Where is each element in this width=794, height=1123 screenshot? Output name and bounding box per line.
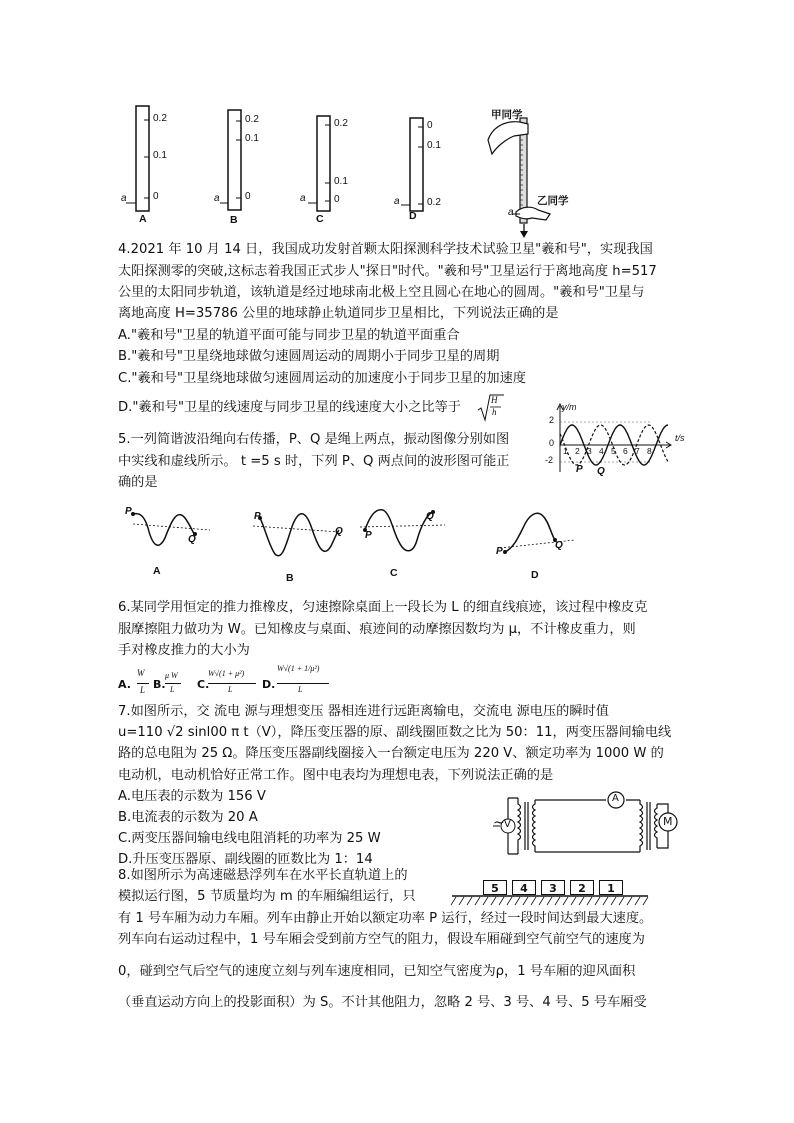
q6-d-bar (277, 683, 329, 684)
wave-a (133, 514, 195, 546)
q5-line2: 中实线和虚线所示。 t =5 s 时，下列 P、Q 两点间的波形图可能正 (118, 454, 510, 469)
q6-c-prefix: C. (197, 678, 210, 691)
ruler-b (228, 110, 241, 210)
q6-line3: 手对橡皮推力的大小为 (118, 643, 250, 658)
train-car: 3 (541, 880, 565, 895)
wave-a-p: P (125, 506, 132, 517)
train-car: 1 (599, 880, 623, 895)
q7-option-a: A.电压表的示数为 156 V (118, 789, 266, 804)
ruler-a-tick-1: 0.2 (153, 113, 167, 124)
q4-line4: 离地高度 H=35786 公里的地球静止轨道同步卫星相比，下列说法正确的是 (118, 306, 559, 321)
q4-option-c: C."羲和号"卫星绕地球做匀速圆周运动的加速度小于同步卫星的加速度 (118, 371, 526, 386)
ruler-a (136, 106, 149, 211)
label-a-falling: a (508, 207, 514, 218)
q6-b-den: L (170, 685, 175, 694)
q7-line4: 电动机，电动机恰好正常工作。图中电表均为理想电表，下列说法正确的是 (118, 768, 554, 783)
graph-xlabel: t/s (675, 433, 685, 443)
vibration-graph-svg (540, 400, 680, 480)
ruler-b-tick-3: 0 (245, 191, 251, 202)
q4-line1: 4.2021 年 10 月 14 日，我国成功发射首颗太阳探测科学技术试验卫星"羲和号"，实现我国 (118, 242, 653, 257)
motor-label: M (663, 815, 673, 828)
ruler-a-tick-2: 0.1 (153, 150, 167, 161)
voltmeter-label: V (504, 819, 511, 830)
ruler-d-tick-3: 0.2 (427, 197, 441, 208)
sqrt-den: h (492, 407, 497, 417)
q8-line6: （垂直运动方向上的投影面积）为 S。不计其他阻力，忽略 2 号、3 号、4 号、5 号车厢受 (118, 995, 647, 1010)
q8-line4: 列车向右运动过程中，1 号车厢会受到前方空气的阻力，假设车厢碰到空气前空气的速度为 (118, 932, 645, 947)
ac-source-icon: ~ (493, 815, 505, 831)
ruler-b-tick-1: 0.2 (245, 114, 259, 125)
q6-a-prefix: A. (118, 678, 131, 691)
wave-c (365, 510, 433, 551)
ruler-c-a: a (300, 193, 306, 204)
q6-c-den: L (228, 685, 233, 694)
wave-c-q: Q (426, 511, 434, 522)
train-car: 4 (512, 880, 536, 895)
q6-d-den: L (298, 685, 303, 694)
ruler-c-caption: C (316, 213, 324, 225)
ruler-a-caption: A (139, 213, 147, 225)
wave-a-q: Q (188, 534, 196, 545)
graph-x-tick: 7 (635, 446, 640, 456)
q7-circuit-svg (488, 790, 688, 862)
graph-x-tick: 3 (587, 446, 592, 456)
down-arrow-icon (520, 231, 528, 238)
graph-x-tick: 5 (611, 446, 616, 456)
q4-option-d: D."羲和号"卫星的线速度与同步卫星的线速度大小之比等于 (118, 400, 461, 415)
q6-b-bar (165, 683, 181, 684)
ammeter-label: A (612, 793, 619, 804)
wave-d-label: D (531, 569, 539, 581)
q7-line3: 路的总电阻为 25 Ω。降压变压器副线圈接入一台额定电压为 220 V、额定功率为 1000 W 的 (118, 746, 664, 761)
q8-line1: 8.如图所示为高速磁悬浮列车在水平长直轨道上的 (118, 868, 408, 883)
q6-a-den: L (140, 685, 146, 695)
graph-x-tick: 6 (623, 446, 628, 456)
graph-q: Q (597, 466, 605, 477)
graph-x-tick: 1 (563, 446, 568, 456)
q4-line2: 太阳探测零的突破,这标志着我国正式步人"探日"时代。"羲和号"卫星运行于离地高度 h=517 (118, 264, 657, 279)
q7-option-d: D.升压变压器原、副线圈的匝数比为 1：14 (118, 852, 373, 867)
graph-y-zero: 0 (549, 438, 555, 448)
wave-d-p: P (496, 546, 503, 557)
q8-line3: 有 1 号车厢为动力车厢。列车由静止开始以额定功率 P 运行，经过一段时间达到最大速度。 (118, 911, 653, 926)
q6-c-bar (208, 683, 256, 684)
wave-c-p: P (365, 530, 372, 541)
wave-b-q: Q (335, 526, 343, 537)
graph-x-tick: 8 (647, 446, 652, 456)
q6-d-prefix: D. (262, 678, 276, 691)
graph-ylabel: y/m (562, 402, 577, 412)
q6-line2: 服摩擦阻力做功为 W。已知橡皮与桌面、痕迹间的动摩擦因数均为 μ，不计橡皮重力，则 (118, 622, 636, 637)
ruler-b-a: a (214, 193, 220, 204)
ruler-b-caption: B (230, 214, 238, 226)
q6-a-num: W (137, 668, 145, 678)
ruler-c-tick-1: 0.2 (334, 118, 348, 129)
q5-line3: 确的是 (118, 475, 158, 490)
graph-y-pos: 2 (549, 415, 555, 425)
wave-c-label: C (390, 567, 398, 579)
ruler-c (317, 116, 330, 211)
q7-line1: 7.如图所示，交 流电 源与理想变压 器相连进行远距离输电，交流电 源电压的瞬时值 (118, 704, 609, 719)
sqrt-num: H (491, 395, 498, 405)
wave-d (505, 513, 555, 552)
label-jia: 甲同学 (491, 109, 523, 121)
wave-b-label: B (286, 572, 294, 584)
q7-option-b: B.电流表的示数为 20 A (118, 810, 258, 825)
hand-yi-icon (516, 207, 550, 220)
ruler-d (410, 118, 423, 211)
graph-p: P (576, 464, 583, 475)
wave-a-label: A (153, 565, 161, 577)
train-car: 5 (483, 880, 507, 895)
ruler-d-a: a (394, 196, 400, 207)
label-yi: 乙同学 (537, 195, 569, 207)
ruler-a-tick-3: 0 (153, 191, 159, 202)
q7-option-c: C.两变压器间输电线电阻消耗的功率为 25 W (118, 831, 381, 846)
track-svg (450, 893, 650, 907)
ruler-d-tick-1: 0 (427, 120, 433, 131)
q8-line2: 模拟运行图，5 节质量均为 m 的车厢编组运行，只 (118, 889, 416, 904)
ruler-c-tick-3: 0 (334, 194, 340, 205)
wave-d-q: Q (555, 540, 563, 551)
wave-b (260, 514, 339, 556)
q4-option-b: B."羲和号"卫星绕地球做匀速圆周运动的周期小于同步卫星的周期 (118, 349, 500, 364)
graph-x-tick: 4 (599, 446, 604, 456)
q6-c-num: W√(1 + μ²) (208, 669, 245, 678)
graph-x-tick: 2 (575, 446, 580, 456)
wave-b-p: P (254, 511, 261, 522)
ruler-c-tick-2: 0.1 (334, 176, 348, 187)
ruler-d-tick-2: 0.1 (427, 140, 441, 151)
q8-line5: 0，碰到空气后空气的速度立刻与列车速度相同，已知空气密度为ρ，1 号车厢的迎风面积 (118, 964, 636, 979)
q4-option-a: A."羲和号"卫星的轨道平面可能与同步卫星的轨道平面重合 (118, 328, 460, 343)
train-car: 2 (570, 880, 594, 895)
q5-waveforms-svg (115, 500, 575, 580)
q4-line3: 公里的太阳同步轨道，该轨道是经过地球南北极上空且圆心在地心的圆周。"羲和号"卫星与 (118, 285, 645, 300)
q6-line1: 6.某同学用恒定的推力推橡皮，匀速擦除桌面上一段长为 L 的细直线痕迹，该过程中橡皮克 (118, 600, 648, 615)
ruler-a-a: a (121, 193, 127, 204)
q6-b-num: μ W (165, 671, 178, 680)
ruler-b-tick-2: 0.1 (245, 133, 259, 144)
graph-y-neg: -2 (545, 455, 554, 465)
ruler-d-caption: D (409, 210, 417, 222)
q6-b-prefix: B. (153, 678, 166, 691)
q6-d-num: W√(1 + 1/μ²) (277, 664, 320, 673)
q7-line2: u=110 √2 sinl00 π t（V），降压变压器的原、副线圈匝数之比为 50：11，两变压器间输电线 (118, 725, 672, 740)
q6-a-bar (137, 683, 149, 684)
q5-line1: 5.一列简谐波沿绳向右传播，P、Q 是绳上两点，振动图像分别如图 (118, 432, 510, 447)
